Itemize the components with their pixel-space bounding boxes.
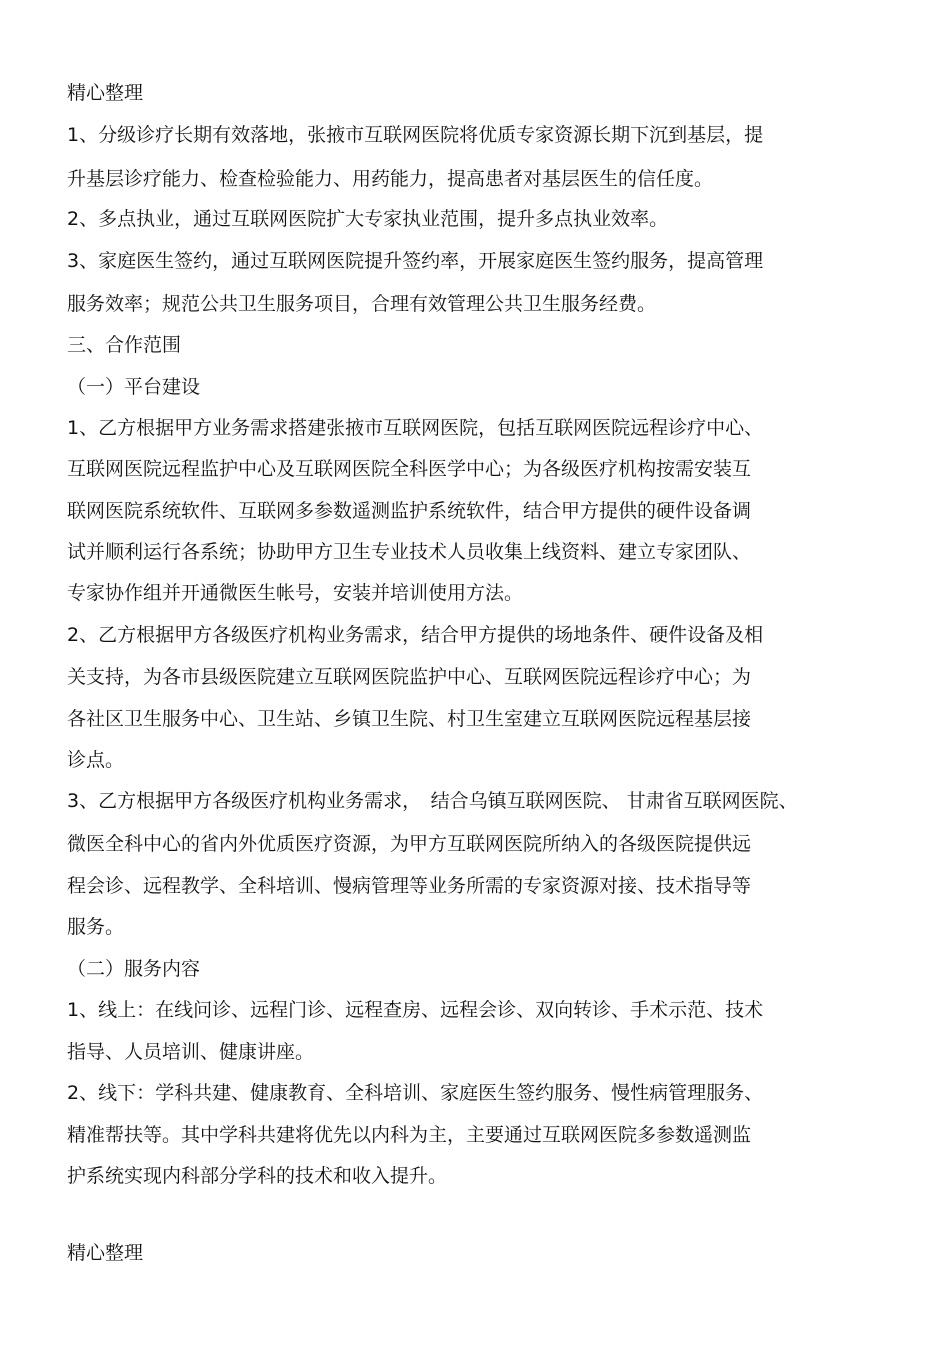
subsection-heading: （一）平台建设 <box>67 376 201 398</box>
text-line: 程会诊、远程教学、全科培训、慢病管理等业务所需的专家资源对接、技术指导等 <box>67 875 752 897</box>
section-heading: 三、合作范围 <box>67 334 182 356</box>
text-line: 升基层诊疗能力、检查检验能力、用药能力，提高患者对基层医生的信任度。 <box>67 168 714 190</box>
text-line: 专家协作组并开通微医生帐号，安装并培训使用方法。 <box>67 582 524 604</box>
text-line: 3、家庭医生签约，通过互联网医院提升签约率，开展家庭医生签约服务，提高管理 <box>67 250 764 272</box>
text-line: 微医全科中心的省内外优质医疗资源，为甲方互联网医院所纳入的各级医院提供远 <box>67 833 752 855</box>
text-line: 各社区卫生服务中心、卫生站、乡镇卫生院、村卫生室建立互联网医院远程基层接 <box>67 708 752 730</box>
text-line: 指导、人员培训、健康讲座。 <box>67 1041 315 1063</box>
text-line: 2、线下：学科共建、健康教育、全科培训、家庭医生签约服务、慢性病管理服务、 <box>67 1082 764 1104</box>
text-line: 1、乙方根据甲方业务需求搭建张掖市互联网医院，包括互联网医院远程诊疗中心、 <box>67 417 764 439</box>
text-line: 诊点。 <box>67 749 125 771</box>
text-line: 1、线上：在线问诊、远程门诊、远程查房、远程会诊、双向转诊、手术示范、技术 <box>67 999 764 1021</box>
text-line: 互联网医院远程监护中心及互联网医院全科医学中心；为各级医疗机构按需安装互 <box>67 458 752 480</box>
page-header: 精心整理 <box>67 82 144 104</box>
text-line: 护系统实现内科部分学科的技术和收入提升。 <box>67 1165 448 1187</box>
subsection-heading: （二）服务内容 <box>67 958 201 980</box>
text-line: 精准帮扶等。其中学科共建将优先以内科为主，主要通过互联网医院多参数遥测监 <box>67 1124 752 1146</box>
text-line: 试并顺利运行各系统；协助甲方卫生专业技术人员收集上线资料、建立专家团队、 <box>67 541 752 563</box>
page-footer: 精心整理 <box>67 1242 144 1264</box>
text-line: 3、乙方根据甲方各级医疗机构业务需求， 结合乌镇互联网医院、 甘肃省互联网医院、 <box>67 790 798 812</box>
text-line: 关支持，为各市县级医院建立互联网医院监护中心、互联网医院远程诊疗中心；为 <box>67 666 752 688</box>
text-line: 服务。 <box>67 916 125 938</box>
text-line: 服务效率；规范公共卫生服务项目，合理有效管理公共卫生服务经费。 <box>67 293 657 315</box>
text-line: 2、乙方根据甲方各级医疗机构业务需求，结合甲方提供的场地条件、硬件设备及相 <box>67 624 764 646</box>
text-line: 联网医院系统软件、互联网多参数遥测监护系统软件，结合甲方提供的硬件设备调 <box>67 500 752 522</box>
text-line: 1、分级诊疗长期有效落地，张掖市互联网医院将优质专家资源长期下沉到基层，提 <box>67 124 764 146</box>
text-line: 2、多点执业，通过互联网医院扩大专家执业范围，提升多点执业效率。 <box>67 208 669 230</box>
